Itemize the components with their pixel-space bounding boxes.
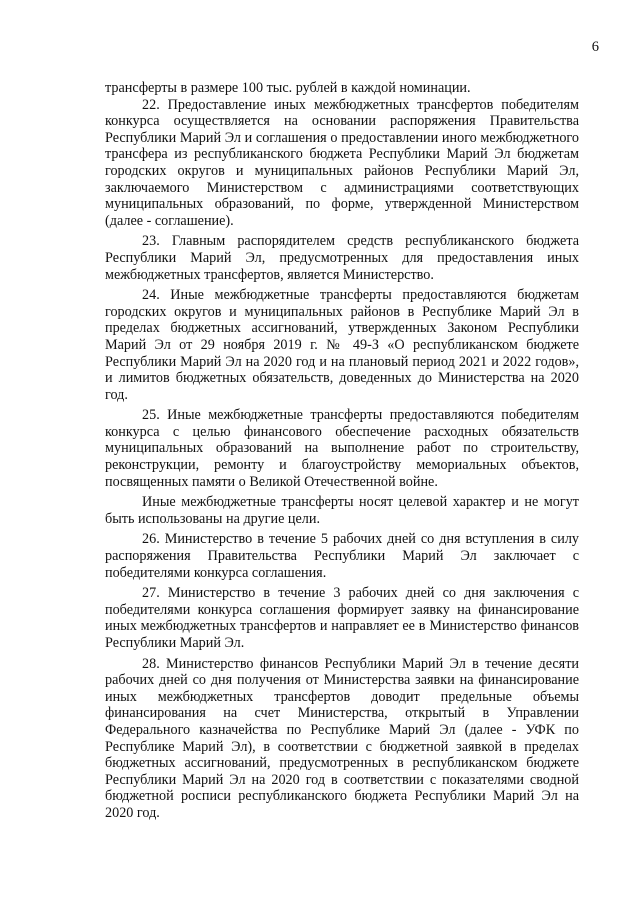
paragraph-23: 23. Главным распорядителем средств республиканского бюджета Республики Марий Эл, предусмотренных для предоставления иных межбюджетных трансфертов, является Министерство. [105,233,579,283]
paragraph-continuation: трансферты в размере 100 тыс. рублей в каждой номинации. [105,80,471,96]
page-number: 6 [591,39,599,55]
paragraph-24: 24. Иные межбюджетные трансферты предоставляются бюджетам городских округов и муниципальных районов в Республике Марий Эл в пределах бюджетных ассигнований, утвержденных Законом Республики Марий Эл от 29 ноября 2019 г. № 49-З «О республиканском бюджете Республики Марий Эл на 2020 год и на плановый период 2021 и 2022 годов», и лимитов бюджетных обязательств, доведенных до Министерства на 2020 год. [105,287,579,403]
paragraph-25: 25. Иные межбюджетные трансферты предоставляются победителям конкурса с целью финансового обеспечение расходных обязательств муниципальных образований на выполнение работ по строительству, реконструкции, ремонту и благоустройству мемориальных объектов, посвященных памяти о Великой Отечественной войне. [105,407,579,490]
paragraph-22: 22. Предоставление иных межбюджетных трансфертов победителям конкурса осуществляется на основании распоряжения Правительства Республики Марий Эл и соглашения о предоставлении иного межбюджетного трансфера из республиканского бюджета Республики Марий Эл бюджетам городских округов и муниципальных районов Республики Марий Эл, заключаемого Министерством с администрациями соответствующих муниципальных образований, по форме, утвержденной Министерством (далее - соглашение). [105,96,579,229]
paragraph-26: 26. Министерство в течение 5 рабочих дней со дня вступления в силу распоряжения Правительства Республики Марий Эл заключает с победителями конкурса соглашения. [105,531,579,581]
document-body [105,80,579,822]
paragraph-28: 28. Министерство финансов Республики Марий Эл в течение десяти рабочих дней со дня получения от Министерства заявки на финансирование иных межбюджетных трансфертов доводит предельные объемы финансирования на счет Министерства, открытый в Управлении Федерального казначейства по Республике Марий Эл (далее - УФК по Республике Марий Эл), в соответствии с бюджетной заявкой в пределах бюджетных ассигнований, предусмотренных в республиканском бюджете Республики Марий Эл на 2020 год в соответствии с показателями сводной бюджетной росписи республиканского бюджета Республики Марий Эл на 2020 год. [105,655,579,821]
paragraph-25-note: Иные межбюджетные трансферты носят целевой характер и не могут быть использованы на другие цели. [105,494,579,527]
paragraph-27: 27. Министерство в течение 3 рабочих дней со дня заключения с победителями конкурса соглашения формирует заявку на финансирование иных межбюджетных трансфертов и направляет ее в Министерство финансов Республики Марий Эл. [105,585,579,651]
